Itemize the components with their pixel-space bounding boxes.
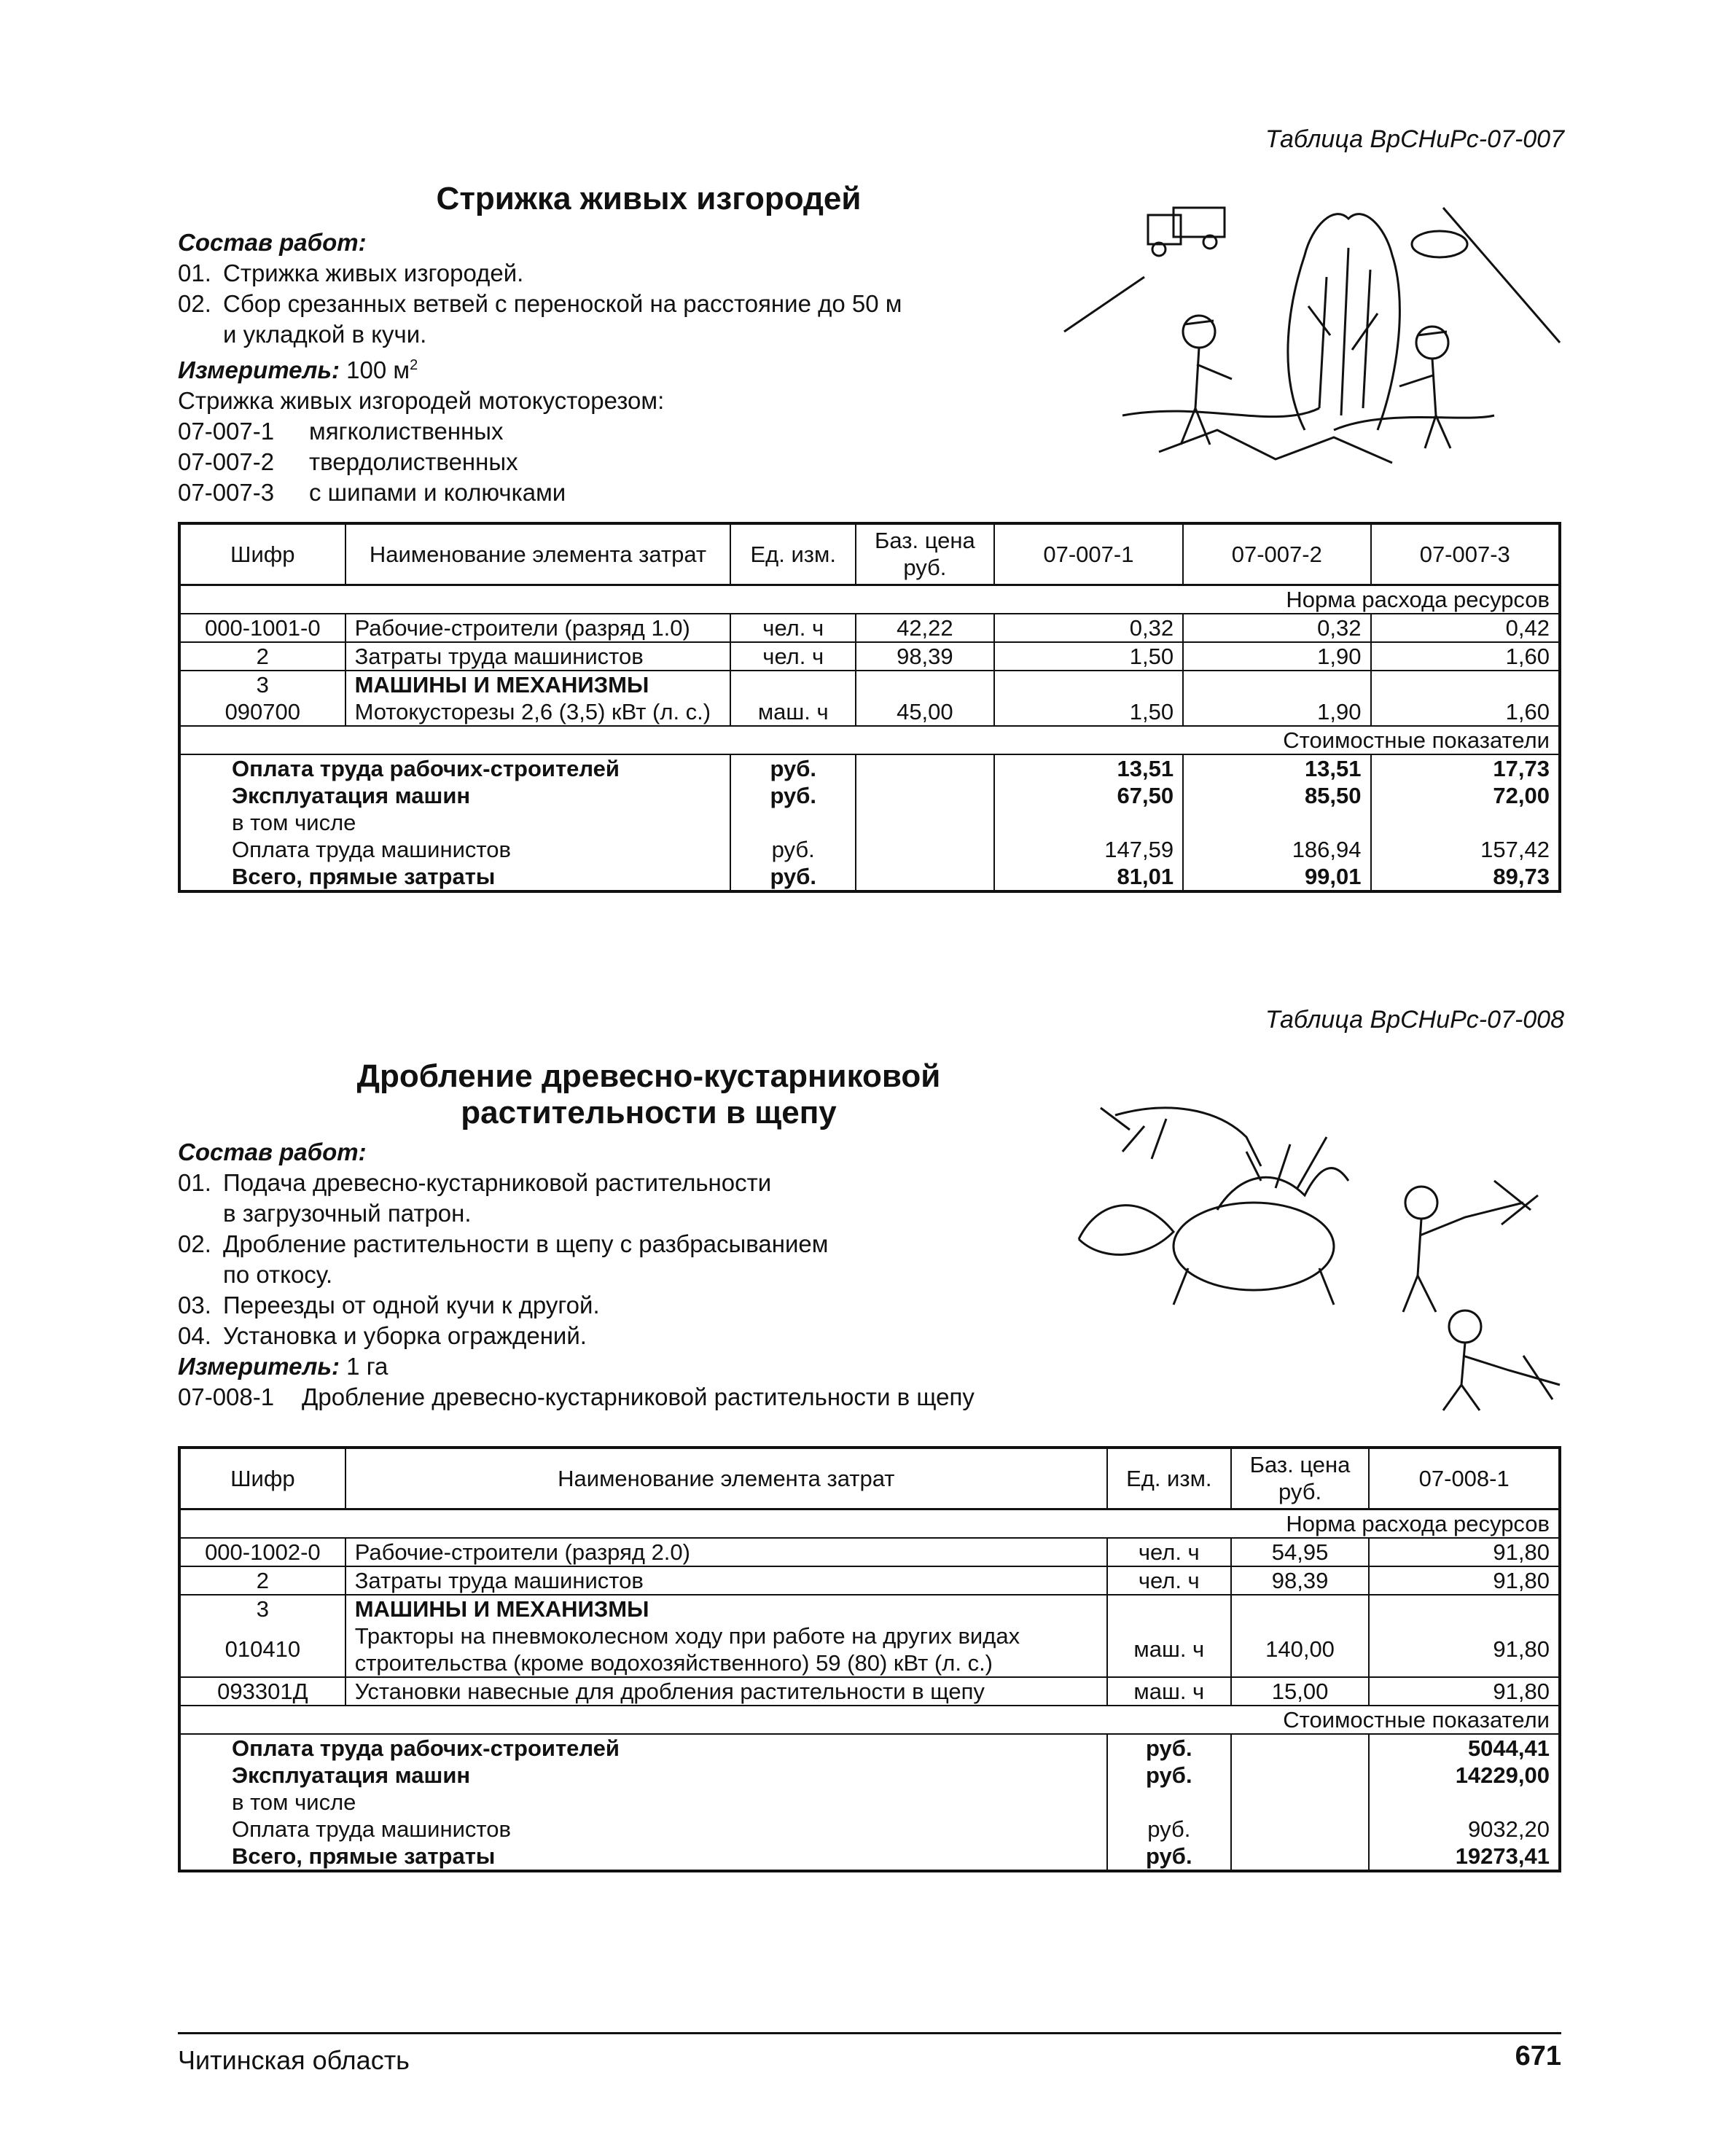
cell-price: 45,00 — [856, 698, 994, 726]
item-code: 07-008-1 — [178, 1383, 275, 1410]
table-row — [179, 1538, 1560, 1566]
cell-value: 91,80 — [1369, 1622, 1560, 1677]
cell-unit: чел. ч — [1107, 1566, 1231, 1595]
measure-sup: 2 — [410, 357, 418, 373]
cost-value: 89,73 — [1371, 863, 1560, 891]
work-line: и укладкой в кучи. — [223, 321, 427, 348]
cell-name: Тракторы на пневмоколесном ходу при работе на других видах строительства (кроме водохозяйственного) 59 (80) кВт (л. с.) — [345, 1622, 1107, 1677]
cell-value: 1,90 — [1183, 642, 1370, 671]
cell-value: 1,50 — [994, 698, 1183, 726]
work-line: Установка и уборка ограждений. — [223, 1322, 587, 1349]
cost-name: Оплата труда машинистов — [179, 836, 730, 863]
cost-value: 17,73 — [1371, 754, 1560, 782]
cost-unit: руб. — [1107, 1762, 1231, 1789]
header-unit: Ед. изм. — [730, 523, 856, 585]
header-code: Шифр — [179, 523, 345, 585]
item-code: 07-007-1 — [178, 418, 275, 445]
cost-row — [179, 782, 1560, 809]
cost-unit: руб. — [730, 782, 856, 809]
work-num: 01. — [178, 259, 211, 286]
measure-value: 1 га — [346, 1353, 388, 1380]
footer-rule — [178, 2032, 1561, 2034]
title-line: растительности в щепу — [461, 1095, 837, 1130]
section-title: Стрижка живых изгородей — [436, 181, 862, 216]
cell-name: Затраты труда машинистов — [345, 1566, 1107, 1595]
cell-price: 42,22 — [856, 614, 994, 642]
cost-value: 81,01 — [994, 863, 1183, 891]
cost-name: в том числе — [179, 1789, 1107, 1816]
work-line: Переезды от одной кучи к другой. — [223, 1292, 600, 1319]
cost-row — [179, 1789, 1560, 1816]
cell-value: 0,32 — [994, 614, 1183, 642]
item-text: мягколиственных — [309, 418, 504, 445]
header-code: Шифр — [179, 1448, 345, 1509]
cost-value: 99,01 — [1183, 863, 1370, 891]
resource-table — [178, 1446, 1561, 1872]
cost-row — [179, 836, 1560, 863]
page-number: 671 — [1515, 2041, 1561, 2071]
cost-name: Оплата труда рабочих-строителей — [179, 1734, 1107, 1762]
cell-value: 0,42 — [1371, 614, 1560, 642]
table-row — [179, 1595, 1560, 1622]
work-line: Сбор срезанных ветвей с переноской на расстояние до 50 м — [223, 290, 902, 317]
work-line: Подача древесно-кустарниковой растительности — [223, 1169, 772, 1196]
work-line: Стрижка живых изгородей. — [223, 259, 524, 286]
cell-code: 3 — [179, 1595, 345, 1622]
table-caption: Таблица ВрСНиРс-07-008 — [1265, 1006, 1564, 1034]
item-code: 07-007-3 — [178, 479, 275, 506]
cost-unit: руб. — [1107, 1816, 1231, 1843]
section-label-norm: Норма расхода ресурсов — [179, 585, 1560, 614]
cost-value: 13,51 — [994, 754, 1183, 782]
cost-row — [179, 1734, 1560, 1762]
table-row — [179, 614, 1560, 642]
work-label: Состав работ: — [178, 229, 367, 256]
cost-name: Эксплуатация машин — [179, 782, 730, 809]
cost-row — [179, 754, 1560, 782]
cost-value: 14229,00 — [1369, 1762, 1560, 1789]
item-code: 07-007-2 — [178, 448, 275, 475]
measure-label: Измеритель: — [178, 356, 340, 383]
cost-row — [179, 863, 1560, 891]
cost-value: 72,00 — [1371, 782, 1560, 809]
cell-code: 093301Д — [179, 1677, 345, 1706]
cell-code: 2 — [179, 1566, 345, 1595]
footer-region: Читинская область — [178, 2045, 410, 2075]
cell-price: 54,95 — [1231, 1538, 1370, 1566]
header-unit: Ед. изм. — [1107, 1448, 1231, 1509]
work-num: 03. — [178, 1292, 211, 1319]
cost-name: Оплата труда машинистов — [179, 1816, 1107, 1843]
cell-name: Установки навесные для дробления растительности в щепу — [345, 1677, 1107, 1706]
cost-unit: руб. — [730, 836, 856, 863]
resource-table — [178, 522, 1561, 893]
cell-name: МАШИНЫ И МЕХАНИЗМЫ — [345, 671, 731, 698]
cell-value: 0,32 — [1183, 614, 1370, 642]
cost-unit: руб. — [1107, 1843, 1231, 1871]
section-title — [248, 1058, 1050, 1131]
cell-code: 2 — [179, 642, 345, 671]
cost-value: 186,94 — [1183, 836, 1370, 863]
cost-value: 157,42 — [1371, 836, 1560, 863]
cell-price: 98,39 — [1231, 1566, 1370, 1595]
cell-value: 91,80 — [1369, 1538, 1560, 1566]
intro-text: Стрижка живых изгородей мотокусторезом: — [178, 387, 665, 414]
cost-unit: руб. — [1107, 1734, 1231, 1762]
header-name: Наименование элемента затрат — [345, 1448, 1107, 1509]
cost-row — [179, 1762, 1560, 1789]
wood-chipper-illustration — [1057, 1093, 1567, 1414]
cost-name: Оплата труда рабочих-строителей — [179, 754, 730, 782]
section-label-cost: Стоимостные показатели — [179, 726, 1560, 754]
section-label-norm: Норма расхода ресурсов — [179, 1509, 1560, 1538]
header-col-3: 07-007-3 — [1371, 523, 1560, 585]
work-num: 04. — [178, 1322, 211, 1349]
table-row — [179, 671, 1560, 698]
header-price: Баз. цена руб. — [856, 523, 994, 585]
work-num: 02. — [178, 290, 211, 317]
work-line: в загрузочный патрон. — [223, 1200, 472, 1227]
item-text: Дробление древесно-кустарниковой растительности в щепу — [302, 1383, 975, 1410]
cell-value: 1,50 — [994, 642, 1183, 671]
work-num: 01. — [178, 1169, 211, 1196]
header-price: Баз. цена руб. — [1231, 1448, 1370, 1509]
work-description — [178, 1137, 1089, 1413]
cost-row — [179, 1843, 1560, 1871]
cell-price: 98,39 — [856, 642, 994, 671]
table-row — [179, 642, 1560, 671]
cell-code: 000-1001-0 — [179, 614, 345, 642]
item-text: с шипами и колючками — [309, 479, 566, 506]
cell-unit: маш. ч — [730, 698, 856, 726]
work-label: Состав работ: — [178, 1138, 367, 1165]
header-name: Наименование элемента затрат — [345, 523, 731, 585]
cell-value: 1,60 — [1371, 642, 1560, 671]
cell-unit: чел. ч — [730, 614, 856, 642]
table-row — [179, 698, 1560, 726]
cost-unit: руб. — [730, 863, 856, 891]
header-col-1: 07-007-1 — [994, 523, 1183, 585]
table-caption: Таблица ВрСНиРс-07-007 — [1265, 125, 1564, 153]
cell-name: Рабочие-строители (разряд 2.0) — [345, 1538, 1107, 1566]
cost-name: в том числе — [179, 809, 730, 836]
cell-code: 010410 — [179, 1622, 345, 1677]
cell-unit: чел. ч — [730, 642, 856, 671]
cell-unit: чел. ч — [1107, 1538, 1231, 1566]
header-col-2: 07-007-2 — [1183, 523, 1370, 585]
cost-value: 147,59 — [994, 836, 1183, 863]
cost-value: 19273,41 — [1369, 1843, 1560, 1871]
table-row — [179, 1622, 1560, 1677]
cell-value: 91,80 — [1369, 1566, 1560, 1595]
cell-value: 1,90 — [1183, 698, 1370, 726]
cell-name: Затраты труда машинистов — [345, 642, 731, 671]
cell-code: 000-1002-0 — [179, 1538, 345, 1566]
title-line: Дробление древесно-кустарниковой — [356, 1058, 941, 1094]
cost-value: 67,50 — [994, 782, 1183, 809]
measure-value: 100 м — [346, 356, 410, 383]
hedge-trimming-illustration — [1057, 190, 1567, 481]
cell-name: Мотокусторезы 2,6 (3,5) кВт (л. с.) — [345, 698, 731, 726]
work-line: Дробление растительности в щепу с разбрасыванием — [223, 1230, 829, 1257]
cost-row — [179, 1816, 1560, 1843]
measure-label: Измеритель: — [178, 1353, 340, 1380]
cell-unit: маш. ч — [1107, 1622, 1231, 1677]
cell-value: 1,60 — [1371, 698, 1560, 726]
cost-value: 85,50 — [1183, 782, 1370, 809]
table-row — [179, 1677, 1560, 1706]
work-description — [178, 227, 1053, 508]
cost-value: 5044,41 — [1369, 1734, 1560, 1762]
work-num: 02. — [178, 1230, 211, 1257]
work-line: по откосу. — [223, 1261, 333, 1288]
header-col-1: 07-008-1 — [1369, 1448, 1560, 1509]
cell-price: 15,00 — [1231, 1677, 1370, 1706]
cell-name: МАШИНЫ И МЕХАНИЗМЫ — [345, 1595, 1107, 1622]
cost-name: Всего, прямые затраты — [179, 1843, 1107, 1871]
cell-value: 91,80 — [1369, 1677, 1560, 1706]
section-label-cost: Стоимостные показатели — [179, 1706, 1560, 1734]
cell-name: Рабочие-строители (разряд 1.0) — [345, 614, 731, 642]
item-text: твердолиственных — [309, 448, 518, 475]
cell-code: 090700 — [179, 698, 345, 726]
cost-value: 13,51 — [1183, 754, 1370, 782]
table-row — [179, 1566, 1560, 1595]
cost-name: Эксплуатация машин — [179, 1762, 1107, 1789]
cost-row — [179, 809, 1560, 836]
cell-price: 140,00 — [1231, 1622, 1370, 1677]
cell-unit: маш. ч — [1107, 1677, 1231, 1706]
cost-unit: руб. — [730, 754, 856, 782]
cell-code: 3 — [179, 671, 345, 698]
cost-value: 9032,20 — [1369, 1816, 1560, 1843]
cost-name: Всего, прямые затраты — [179, 863, 730, 891]
